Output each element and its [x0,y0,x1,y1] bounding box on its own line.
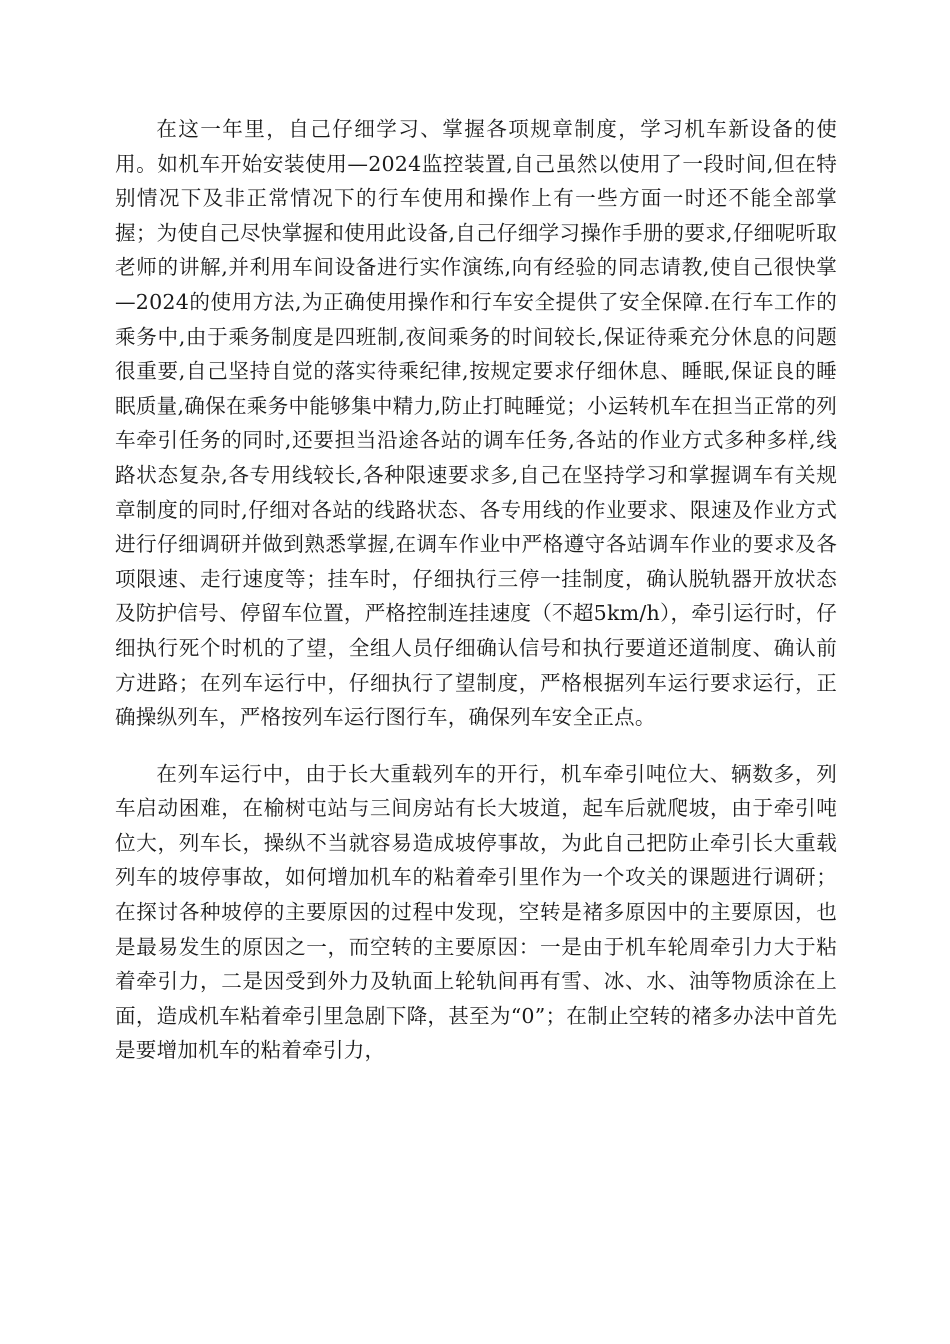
document-page [115,112,837,1068]
body-paragraph-1: 在这一年里，自己仔细学习、掌握各项规章制度，学习机车新设备的使用。如机车开始安装使用—2024监控装置,自己虽然以使用了一段时间,但在特别情况下及非正常情况下的行车使用和操作上有一些方面一时还不能全部掌握；为使自己尽快掌握和使用此设备,自己仔细学习操作手册的要求,仔细呢听取老师的讲解,并利用车间设备进行实作演练,向有经验的同志请教,使自己很快掌—2024的使用方法,为正确使用操作和行车安全提供了安全保障.在行车工作的乘务中,由于乘务制度是四班制,夜间乘务的时间较长,保证待乘充分休息的问题很重要,自己坚持自觉的落实待乘纪律,按规定要求仔细休息、睡眠,保证良的睡眠质量,确保在乘务中能够集中精力,防止打盹睡觉；小运转机车在担当正常的列车牵引任务的同时,还要担当沿途各站的调车任务,各站的作业方式多种多样,线路状态复杂,各专用线较长,各种限速要求多,自己在坚持学习和掌握调车有关规章制度的同时,仔细对各站的线路状态、各专用线的作业要求、限速及作业方式进行仔细调研并做到熟悉掌握,在调车作业中严格遵守各站调车作业的要求及各项限速、走行速度等；挂车时，仔细执行三停一挂制度，确认脱轨器开放状态及防护信号、停留车位置，严格控制连挂速度（不超5km/h），牵引运行时，仔细执行死个时机的了望，全组人员仔细确认信号和执行要道还道制度、确认前方进路；在列车运行中，仔细执行了望制度，严格根据列车运行要求运行，正确操纵列车，严格按列车运行图行车，确保列车安全正点。 [115,117,837,730]
body-paragraph-2: 在列车运行中，由于长大重载列车的开行，机车牵引吨位大、辆数多，列车启动困难，在榆树屯站与三间房站有长大坡道，起车后就爬坡，由于牵引吨位大，列车长，操纵不当就容易造成坡停事故，为此自己把防止牵引长大重载列车的坡停事故，如何增加机车的粘着牵引里作为一个攻关的课题进行调研；在探讨各种坡停的主要原因的过程中发现，空转是褚多原因中的主要原因，也是最易发生的原因之一，而空转的主要原因：一是由于机车轮周牵引力大于粘着牵引力，二是因受到外力及轨面上轮轨间再有雪、冰、水、油等物质涂在上面，造成机车粘着牵引里急剧下降，甚至为“0”；在制止空转的褚多办法中首先是要增加机车的粘着牵引力， [115,761,837,1063]
